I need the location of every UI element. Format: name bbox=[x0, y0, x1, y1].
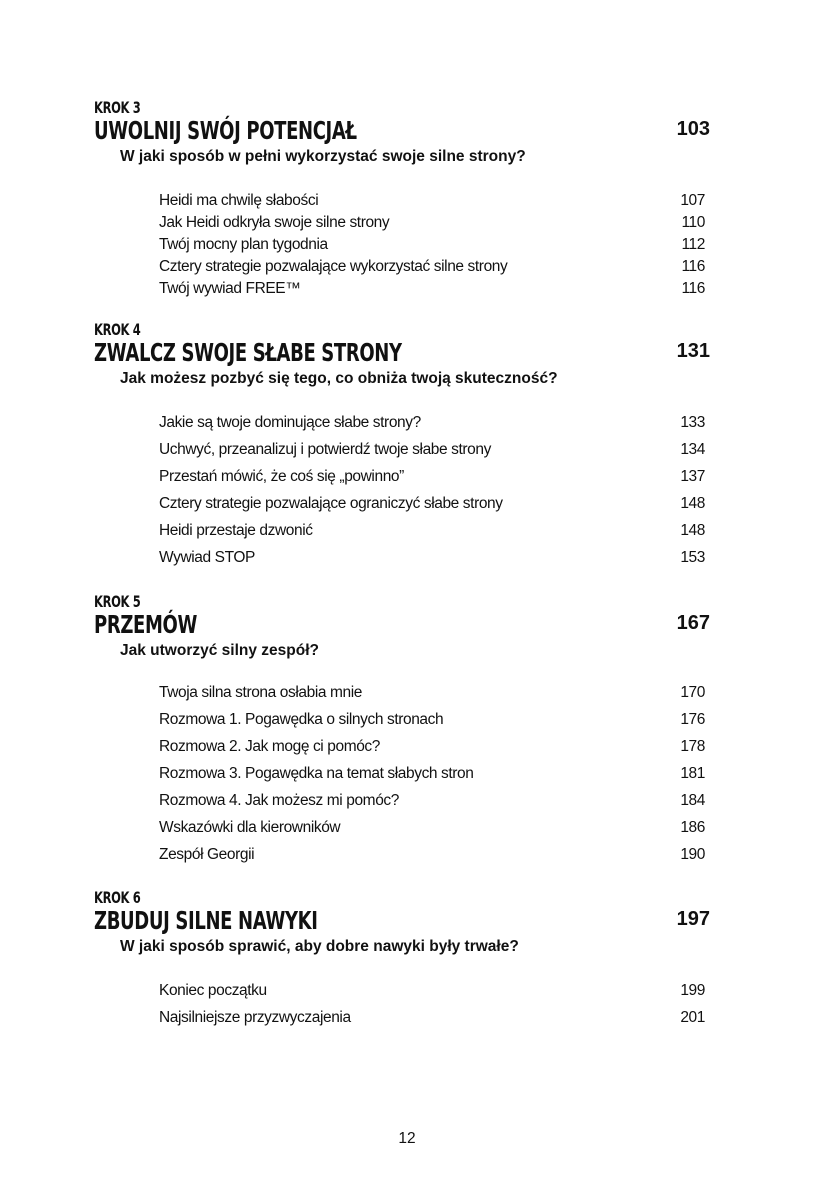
toc-entry-title: Cztery strategie pozwalające ograniczyć słabe strony bbox=[159, 495, 503, 512]
toc-entry-title: Twój wywiad FREE™ bbox=[159, 280, 301, 297]
toc-entry bbox=[0, 549, 814, 571]
toc-entry bbox=[0, 280, 814, 302]
toc-entry bbox=[0, 982, 814, 1004]
toc-entry-title: Rozmowa 2. Jak mogę ci pomóc? bbox=[159, 738, 380, 755]
toc-entry-page: 184 bbox=[680, 792, 705, 809]
toc-entry bbox=[0, 441, 814, 463]
toc-entry-title: Rozmowa 1. Pogawędka o silnych stronach bbox=[159, 711, 444, 728]
step-page-number: 167 bbox=[676, 612, 710, 634]
toc-entry-page: 178 bbox=[680, 738, 705, 755]
toc-entry-page: 110 bbox=[681, 214, 705, 231]
toc-entry-page: 134 bbox=[680, 441, 705, 458]
step-page-number: 131 bbox=[676, 340, 710, 362]
toc-entry-page: 116 bbox=[681, 280, 705, 297]
toc-entry-title: Uchwyć, przeanalizuj i potwierdź twoje słabe strony bbox=[159, 441, 491, 458]
toc-entry-page: 107 bbox=[680, 192, 705, 209]
toc-entry-title: Rozmowa 3. Pogawędka na temat słabych stron bbox=[159, 765, 474, 782]
toc-entry-title: Twój mocny plan tygodnia bbox=[159, 236, 328, 253]
toc-entry-title: Heidi przestaje dzwonić bbox=[159, 522, 313, 539]
step-question: Jak możesz pozbyć się tego, co obniża twoją skuteczność? bbox=[120, 370, 558, 387]
toc-entry-page: 170 bbox=[680, 684, 705, 701]
toc-entry-page: 133 bbox=[680, 414, 705, 431]
toc-entry-title: Wywiad STOP bbox=[159, 549, 255, 566]
toc-entry-page: 153 bbox=[680, 549, 705, 566]
toc-entry-page: 181 bbox=[680, 765, 705, 782]
toc-entry bbox=[0, 738, 814, 760]
toc-entry-title: Najsilniejsze przyzwyczajenia bbox=[159, 1009, 351, 1026]
toc-entry-page: 137 bbox=[680, 468, 705, 485]
toc-entry bbox=[0, 684, 814, 706]
step-label: KROK 3 bbox=[94, 98, 141, 117]
toc-entry-title: Wskazówki dla kierowników bbox=[159, 819, 341, 836]
toc-entry bbox=[0, 495, 814, 517]
toc-entry-title: Twoja silna strona osłabia mnie bbox=[159, 684, 362, 701]
step-label: KROK 6 bbox=[94, 888, 141, 907]
toc-entry bbox=[0, 414, 814, 436]
toc-entry bbox=[0, 792, 814, 814]
toc-entry-page: 186 bbox=[680, 819, 705, 836]
toc-entry-page: 199 bbox=[680, 982, 705, 999]
toc-entry bbox=[0, 192, 814, 214]
step-question: Jak utworzyć silny zespół? bbox=[120, 642, 319, 659]
toc-entry-page: 201 bbox=[680, 1009, 705, 1026]
toc-entry-page: 176 bbox=[680, 711, 705, 728]
toc-entry bbox=[0, 236, 814, 258]
toc-entry-title: Jakie są twoje dominujące słabe strony? bbox=[159, 414, 421, 431]
toc-entry-title: Zespół Georgii bbox=[159, 846, 255, 863]
toc-entry-title: Jak Heidi odkryła swoje silne strony bbox=[159, 214, 390, 231]
toc-entry bbox=[0, 522, 814, 544]
toc-entry-page: 116 bbox=[681, 258, 705, 275]
step-page-number: 103 bbox=[676, 118, 710, 140]
toc-entry bbox=[0, 468, 814, 490]
step-title: PRZEMÓW bbox=[94, 610, 197, 639]
step-title: UWOLNIJ SWÓJ POTENCJAŁ bbox=[94, 116, 357, 145]
page-number: 12 bbox=[398, 1130, 416, 1147]
toc-entry bbox=[0, 846, 814, 868]
toc-entry-page: 190 bbox=[680, 846, 705, 863]
toc-entry bbox=[0, 819, 814, 841]
step-title: ZBUDUJ SILNE NAWYKI bbox=[94, 906, 318, 935]
toc-entry bbox=[0, 258, 814, 280]
step-question: W jaki sposób sprawić, aby dobre nawyki były trwałe? bbox=[120, 938, 519, 955]
toc-entry-title: Heidi ma chwilę słabości bbox=[159, 192, 319, 209]
toc-entry-title: Cztery strategie pozwalające wykorzystać silne strony bbox=[159, 258, 508, 275]
toc-entry bbox=[0, 1009, 814, 1031]
toc-entry-page: 112 bbox=[681, 236, 705, 253]
step-title: ZWALCZ SWOJE SŁABE STRONY bbox=[94, 338, 402, 367]
toc-entry-title: Koniec początku bbox=[159, 982, 267, 999]
toc-entry-title: Rozmowa 4. Jak możesz mi pomóc? bbox=[159, 792, 399, 809]
toc-entry bbox=[0, 765, 814, 787]
step-label: KROK 5 bbox=[94, 592, 141, 611]
step-page-number: 197 bbox=[676, 908, 710, 930]
toc-entry-page: 148 bbox=[680, 495, 705, 512]
step-label: KROK 4 bbox=[94, 320, 141, 339]
toc-entry-page: 148 bbox=[680, 522, 705, 539]
toc-entry-title: Przestań mówić, że coś się „powinno” bbox=[159, 468, 404, 485]
toc-entry bbox=[0, 214, 814, 236]
toc-entry bbox=[0, 711, 814, 733]
step-question: W jaki sposób w pełni wykorzystać swoje silne strony? bbox=[120, 148, 526, 165]
